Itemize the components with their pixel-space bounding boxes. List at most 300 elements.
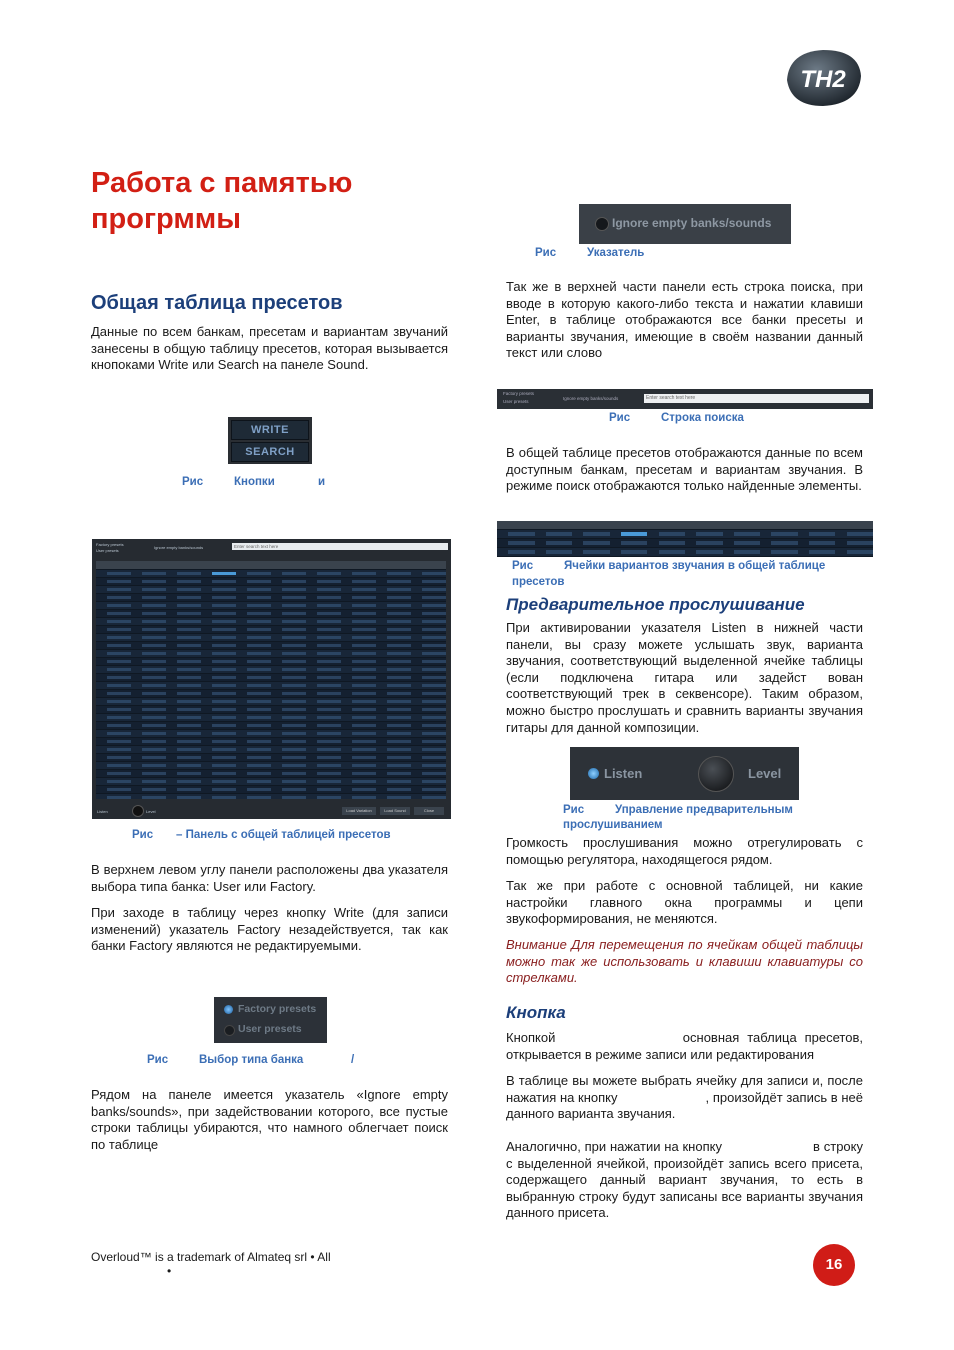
- table-row[interactable]: [96, 786, 446, 793]
- table-cell[interactable]: [107, 684, 132, 687]
- table-cell[interactable]: [352, 700, 377, 703]
- table-cell[interactable]: [387, 676, 412, 679]
- table-cell[interactable]: [317, 588, 342, 591]
- table-cell[interactable]: [177, 732, 202, 735]
- table-cell[interactable]: [317, 764, 342, 767]
- table-cell[interactable]: [247, 580, 272, 583]
- table-cell[interactable]: [659, 541, 685, 545]
- table-cell[interactable]: [142, 604, 167, 607]
- table-cell[interactable]: [107, 620, 132, 623]
- table-cell[interactable]: [212, 692, 237, 695]
- table-cell[interactable]: [583, 541, 609, 545]
- table-cell[interactable]: [387, 732, 412, 735]
- table-cell[interactable]: [107, 636, 132, 639]
- table-cell[interactable]: [422, 772, 447, 775]
- table-cell[interactable]: [317, 668, 342, 671]
- table-cell[interactable]: [142, 764, 167, 767]
- table-cell[interactable]: [247, 668, 272, 671]
- table-row[interactable]: [96, 738, 446, 745]
- table-row[interactable]: [96, 634, 446, 641]
- table-cell[interactable]: [212, 588, 237, 591]
- table-cell[interactable]: [387, 788, 412, 791]
- table-cell[interactable]: [282, 572, 307, 575]
- table-cell[interactable]: [142, 652, 167, 655]
- table-cell[interactable]: [282, 716, 307, 719]
- table-cell[interactable]: [142, 708, 167, 711]
- table-cell[interactable]: [247, 796, 272, 799]
- table-row[interactable]: [96, 626, 446, 633]
- table-cell[interactable]: [107, 596, 132, 599]
- table-row[interactable]: [96, 658, 446, 665]
- table-cell[interactable]: [177, 596, 202, 599]
- table-cell[interactable]: [352, 708, 377, 711]
- table-cell[interactable]: [247, 620, 272, 623]
- table-cell[interactable]: [212, 780, 237, 783]
- table-cell[interactable]: [422, 604, 447, 607]
- table-row[interactable]: [96, 594, 446, 601]
- table-cell[interactable]: [422, 764, 447, 767]
- table-row[interactable]: [96, 770, 446, 777]
- table-cell[interactable]: [352, 692, 377, 695]
- table-cell[interactable]: [177, 788, 202, 791]
- table-cell[interactable]: [659, 532, 685, 536]
- table-cell[interactable]: [387, 660, 412, 663]
- table-cell[interactable]: [107, 764, 132, 767]
- table-cell[interactable]: [352, 772, 377, 775]
- table-cell[interactable]: [142, 612, 167, 615]
- table-row[interactable]: [96, 794, 446, 799]
- table-cell[interactable]: [734, 550, 760, 554]
- table-row[interactable]: [96, 586, 446, 593]
- table-cell[interactable]: [212, 620, 237, 623]
- table-cell[interactable]: [696, 541, 722, 545]
- table-cell[interactable]: [212, 708, 237, 711]
- table-cell[interactable]: [177, 740, 202, 743]
- table-cell[interactable]: [177, 668, 202, 671]
- table-cell[interactable]: [282, 644, 307, 647]
- table-cell[interactable]: [177, 716, 202, 719]
- table-cell[interactable]: [212, 612, 237, 615]
- table-cell[interactable]: [387, 604, 412, 607]
- table-row[interactable]: [96, 666, 446, 673]
- table-cell[interactable]: [621, 541, 647, 545]
- table-cell[interactable]: [142, 684, 167, 687]
- table-cell[interactable]: [317, 788, 342, 791]
- table-cell[interactable]: [282, 780, 307, 783]
- table-row[interactable]: [96, 578, 446, 585]
- table-cell[interactable]: [317, 660, 342, 663]
- table-cell[interactable]: [352, 612, 377, 615]
- close-button[interactable]: Close: [414, 807, 444, 815]
- table-cell[interactable]: [212, 652, 237, 655]
- table-cell[interactable]: [247, 644, 272, 647]
- table-row[interactable]: [96, 762, 446, 769]
- table-cell[interactable]: [282, 788, 307, 791]
- table-cell[interactable]: [107, 796, 132, 799]
- table-cell[interactable]: [177, 660, 202, 663]
- table-cell[interactable]: [142, 700, 167, 703]
- table-cell[interactable]: [352, 596, 377, 599]
- table-cell[interactable]: [317, 708, 342, 711]
- table-cell[interactable]: [142, 644, 167, 647]
- table-cell[interactable]: [387, 724, 412, 727]
- table-cell[interactable]: [282, 604, 307, 607]
- table-cell[interactable]: [107, 572, 132, 575]
- table-cell[interactable]: [422, 596, 447, 599]
- table-cell[interactable]: [282, 708, 307, 711]
- table-cell[interactable]: [142, 668, 167, 671]
- table-cell[interactable]: [177, 764, 202, 767]
- table-cell[interactable]: [247, 628, 272, 631]
- table-cell[interactable]: [317, 628, 342, 631]
- table-cell[interactable]: [317, 732, 342, 735]
- table-cell[interactable]: [177, 684, 202, 687]
- table-cell[interactable]: [142, 572, 167, 575]
- table-cell[interactable]: [352, 652, 377, 655]
- table-cell[interactable]: [107, 716, 132, 719]
- table-cell[interactable]: [387, 644, 412, 647]
- table-cell[interactable]: [177, 748, 202, 751]
- table-cell[interactable]: [546, 532, 572, 536]
- table-cell[interactable]: [387, 764, 412, 767]
- table-cell[interactable]: [247, 652, 272, 655]
- table-cell[interactable]: [282, 684, 307, 687]
- table-cell[interactable]: [282, 692, 307, 695]
- search-input[interactable]: Enter search text here: [644, 394, 869, 403]
- table-cell[interactable]: [317, 772, 342, 775]
- table-cell[interactable]: [317, 620, 342, 623]
- table-cell[interactable]: [352, 748, 377, 751]
- table-cell[interactable]: [771, 550, 797, 554]
- table-row[interactable]: [96, 746, 446, 753]
- table-cell[interactable]: [387, 740, 412, 743]
- table-row[interactable]: [497, 548, 873, 556]
- table-cell[interactable]: [387, 708, 412, 711]
- table-cell[interactable]: [247, 636, 272, 639]
- table-cell[interactable]: [387, 596, 412, 599]
- table-cell[interactable]: [177, 652, 202, 655]
- table-cell[interactable]: [142, 756, 167, 759]
- table-cell[interactable]: [212, 572, 237, 575]
- table-cell[interactable]: [107, 772, 132, 775]
- level-knob[interactable]: [132, 805, 144, 817]
- table-row[interactable]: [497, 539, 873, 547]
- table-cell[interactable]: [422, 628, 447, 631]
- table-cell[interactable]: [659, 550, 685, 554]
- table-cell[interactable]: [422, 612, 447, 615]
- table-cell[interactable]: [107, 724, 132, 727]
- table-cell[interactable]: [352, 636, 377, 639]
- table-cell[interactable]: [142, 772, 167, 775]
- table-cell[interactable]: [546, 541, 572, 545]
- table-cell[interactable]: [422, 724, 447, 727]
- table-cell[interactable]: [317, 716, 342, 719]
- table-cell[interactable]: [282, 764, 307, 767]
- table-cell[interactable]: [142, 796, 167, 799]
- table-cell[interactable]: [317, 684, 342, 687]
- table-cell[interactable]: [177, 604, 202, 607]
- table-cell[interactable]: [387, 668, 412, 671]
- write-button[interactable]: WRITE: [231, 420, 309, 440]
- table-row[interactable]: [96, 698, 446, 705]
- table-cell[interactable]: [387, 580, 412, 583]
- table-cell[interactable]: [107, 660, 132, 663]
- table-cell[interactable]: [107, 740, 132, 743]
- table-cell[interactable]: [212, 700, 237, 703]
- table-cell[interactable]: [107, 604, 132, 607]
- table-cell[interactable]: [142, 732, 167, 735]
- table-cell[interactable]: [352, 684, 377, 687]
- table-cell[interactable]: [317, 724, 342, 727]
- table-row[interactable]: [497, 530, 873, 538]
- table-cell[interactable]: [352, 716, 377, 719]
- table-cell[interactable]: [142, 660, 167, 663]
- table-cell[interactable]: [387, 572, 412, 575]
- ignore-empty-toggle[interactable]: Ignore empty banks/sounds: [563, 396, 619, 401]
- table-cell[interactable]: [387, 716, 412, 719]
- table-cell[interactable]: [247, 588, 272, 591]
- table-cell[interactable]: [247, 724, 272, 727]
- table-cell[interactable]: [282, 596, 307, 599]
- table-cell[interactable]: [247, 740, 272, 743]
- table-cell[interactable]: [387, 700, 412, 703]
- table-cell[interactable]: [387, 772, 412, 775]
- table-cell[interactable]: [422, 684, 447, 687]
- table-cell[interactable]: [282, 732, 307, 735]
- table-cell[interactable]: [142, 596, 167, 599]
- table-cell[interactable]: [352, 796, 377, 799]
- table-cell[interactable]: [177, 580, 202, 583]
- ignore-empty-toggle[interactable]: Ignore empty banks/sounds: [154, 545, 204, 550]
- table-cell[interactable]: [177, 636, 202, 639]
- table-cell[interactable]: [352, 572, 377, 575]
- table-cell[interactable]: [317, 604, 342, 607]
- table-cell[interactable]: [212, 668, 237, 671]
- table-cell[interactable]: [317, 740, 342, 743]
- table-cell[interactable]: [387, 636, 412, 639]
- factory-presets-radio[interactable]: Factory presets: [503, 391, 535, 396]
- table-cell[interactable]: [317, 780, 342, 783]
- table-cell[interactable]: [734, 532, 760, 536]
- table-row[interactable]: [96, 714, 446, 721]
- table-cell[interactable]: [212, 580, 237, 583]
- table-row[interactable]: [96, 610, 446, 617]
- table-cell[interactable]: [387, 588, 412, 591]
- table-cell[interactable]: [282, 676, 307, 679]
- table-cell[interactable]: [352, 588, 377, 591]
- table-row[interactable]: [96, 618, 446, 625]
- table-cell[interactable]: [107, 788, 132, 791]
- table-cell[interactable]: [387, 684, 412, 687]
- table-cell[interactable]: [177, 708, 202, 711]
- table-cell[interactable]: [212, 764, 237, 767]
- table-cell[interactable]: [212, 628, 237, 631]
- table-cell[interactable]: [317, 636, 342, 639]
- table-cell[interactable]: [212, 740, 237, 743]
- table-cell[interactable]: [247, 716, 272, 719]
- table-cell[interactable]: [282, 636, 307, 639]
- table-cell[interactable]: [177, 676, 202, 679]
- table-cell[interactable]: [177, 628, 202, 631]
- table-cell[interactable]: [387, 612, 412, 615]
- table-cell[interactable]: [583, 532, 609, 536]
- table-cell[interactable]: [387, 620, 412, 623]
- user-presets-radio[interactable]: User presets: [96, 548, 119, 553]
- table-cell[interactable]: [212, 644, 237, 647]
- table-cell[interactable]: [317, 612, 342, 615]
- table-cell[interactable]: [422, 620, 447, 623]
- table-cell[interactable]: [142, 580, 167, 583]
- table-cell[interactable]: [422, 796, 447, 799]
- table-cell[interactable]: [282, 620, 307, 623]
- load-variation-button[interactable]: Load Variation: [342, 807, 376, 815]
- table-cell[interactable]: [247, 604, 272, 607]
- listen-toggle[interactable]: Listen: [97, 809, 108, 814]
- table-cell[interactable]: [177, 772, 202, 775]
- table-cell[interactable]: [212, 772, 237, 775]
- table-cell[interactable]: [282, 740, 307, 743]
- table-cell[interactable]: [282, 796, 307, 799]
- table-cell[interactable]: [212, 604, 237, 607]
- table-cell[interactable]: [317, 596, 342, 599]
- table-cell[interactable]: [621, 550, 647, 554]
- table-cell[interactable]: [247, 676, 272, 679]
- table-cell[interactable]: [107, 612, 132, 615]
- table-cell[interactable]: [352, 780, 377, 783]
- table-cell[interactable]: [247, 700, 272, 703]
- table-cell[interactable]: [282, 756, 307, 759]
- table-cell[interactable]: [352, 580, 377, 583]
- table-cell[interactable]: [422, 644, 447, 647]
- table-cell[interactable]: [107, 692, 132, 695]
- table-cell[interactable]: [317, 692, 342, 695]
- table-cell[interactable]: [352, 740, 377, 743]
- table-cell[interactable]: [247, 572, 272, 575]
- table-cell[interactable]: [212, 676, 237, 679]
- table-cell[interactable]: [107, 732, 132, 735]
- table-cell[interactable]: [696, 532, 722, 536]
- table-cell[interactable]: [317, 756, 342, 759]
- table-cell[interactable]: [317, 796, 342, 799]
- user-presets-radio[interactable]: User presets: [503, 399, 529, 404]
- table-cell[interactable]: [352, 676, 377, 679]
- table-cell[interactable]: [422, 740, 447, 743]
- table-cell[interactable]: [422, 660, 447, 663]
- table-cell[interactable]: [142, 628, 167, 631]
- table-cell[interactable]: [142, 716, 167, 719]
- preset-table[interactable]: [96, 561, 446, 799]
- table-cell[interactable]: [546, 550, 572, 554]
- table-cell[interactable]: [142, 676, 167, 679]
- table-cell[interactable]: [422, 788, 447, 791]
- table-cell[interactable]: [422, 748, 447, 751]
- table-cell[interactable]: [177, 588, 202, 591]
- table-cell[interactable]: [107, 780, 132, 783]
- table-cell[interactable]: [317, 580, 342, 583]
- table-cell[interactable]: [247, 756, 272, 759]
- table-cell[interactable]: [177, 620, 202, 623]
- table-cell[interactable]: [387, 692, 412, 695]
- table-cell[interactable]: [177, 612, 202, 615]
- table-cell[interactable]: [212, 732, 237, 735]
- table-row[interactable]: [96, 682, 446, 689]
- table-row[interactable]: [96, 674, 446, 681]
- table-cell[interactable]: [177, 756, 202, 759]
- table-cell[interactable]: [317, 572, 342, 575]
- table-cell[interactable]: [422, 708, 447, 711]
- table-cell[interactable]: [422, 580, 447, 583]
- ignore-empty-label[interactable]: Ignore empty banks/sounds: [612, 216, 772, 230]
- table-cell[interactable]: [282, 660, 307, 663]
- table-cell[interactable]: [107, 748, 132, 751]
- table-cell[interactable]: [107, 708, 132, 711]
- table-cell[interactable]: [212, 756, 237, 759]
- table-cell[interactable]: [422, 732, 447, 735]
- table-cell[interactable]: [247, 748, 272, 751]
- table-cell[interactable]: [177, 644, 202, 647]
- table-cell[interactable]: [771, 541, 797, 545]
- table-row[interactable]: [96, 754, 446, 761]
- search-input[interactable]: Enter search text here: [232, 543, 448, 550]
- table-cell[interactable]: [247, 596, 272, 599]
- table-cell[interactable]: [508, 550, 534, 554]
- table-cell[interactable]: [142, 724, 167, 727]
- table-cell[interactable]: [847, 541, 873, 545]
- table-cell[interactable]: [282, 748, 307, 751]
- table-cell[interactable]: [107, 644, 132, 647]
- table-cell[interactable]: [422, 692, 447, 695]
- table-cell[interactable]: [422, 636, 447, 639]
- table-cell[interactable]: [212, 636, 237, 639]
- table-cell[interactable]: [177, 780, 202, 783]
- table-cell[interactable]: [107, 756, 132, 759]
- table-row[interactable]: [96, 690, 446, 697]
- table-cell[interactable]: [142, 788, 167, 791]
- table-cell[interactable]: [734, 541, 760, 545]
- table-cell[interactable]: [317, 652, 342, 655]
- table-cell[interactable]: [247, 772, 272, 775]
- level-knob[interactable]: [698, 756, 734, 792]
- table-cell[interactable]: [212, 684, 237, 687]
- table-cell[interactable]: [771, 532, 797, 536]
- table-cell[interactable]: [352, 724, 377, 727]
- table-cell[interactable]: [387, 756, 412, 759]
- table-cell[interactable]: [583, 550, 609, 554]
- table-cell[interactable]: [247, 764, 272, 767]
- table-cell[interactable]: [142, 740, 167, 743]
- table-cell[interactable]: [247, 780, 272, 783]
- table-row[interactable]: [96, 642, 446, 649]
- table-cell[interactable]: [352, 644, 377, 647]
- table-cell[interactable]: [352, 628, 377, 631]
- table-cell[interactable]: [212, 596, 237, 599]
- table-cell[interactable]: [387, 652, 412, 655]
- table-cell[interactable]: [247, 684, 272, 687]
- table-cell[interactable]: [422, 780, 447, 783]
- table-cell[interactable]: [107, 580, 132, 583]
- table-cell[interactable]: [212, 716, 237, 719]
- table-cell[interactable]: [107, 668, 132, 671]
- table-cell[interactable]: [142, 636, 167, 639]
- table-cell[interactable]: [247, 660, 272, 663]
- table-row[interactable]: [96, 730, 446, 737]
- table-cell[interactable]: [247, 788, 272, 791]
- table-cell[interactable]: [387, 748, 412, 751]
- table-row[interactable]: [96, 706, 446, 713]
- factory-presets-radio[interactable]: Factory presets: [96, 542, 124, 547]
- table-cell[interactable]: [212, 796, 237, 799]
- table-cell[interactable]: [621, 532, 647, 536]
